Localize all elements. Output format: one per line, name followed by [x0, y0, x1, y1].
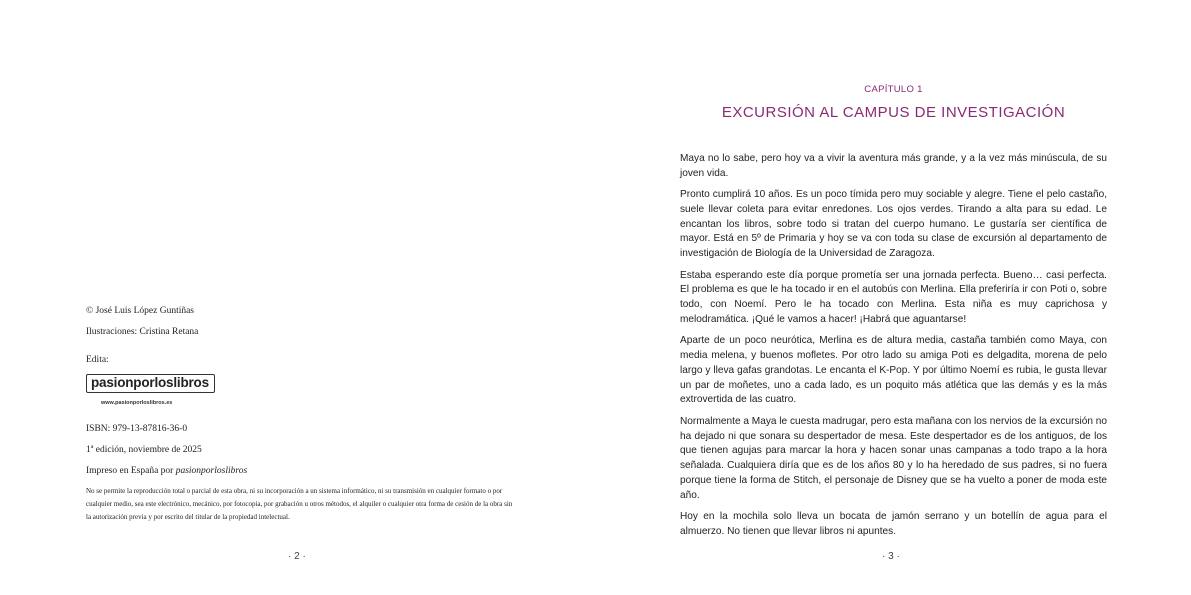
edita-label: Edita: — [86, 355, 109, 365]
chapter-body — [680, 152, 1107, 546]
edition-line: 1ª edición, noviembre de 2025 — [86, 445, 202, 455]
publisher-logo-url: www.pasionporloslibros.es — [101, 400, 173, 406]
right-page — [596, 0, 1191, 595]
paragraph: Hoy en la mochila solo lleva un bocata de jamón serrano y un botellín de agua para el almuerzo. No tienen que llevar libros ni apuntes. — [680, 511, 1107, 537]
publisher-logo — [86, 374, 516, 410]
printed-by: pasionporloslibros — [175, 466, 248, 476]
printed-line — [86, 464, 516, 478]
page-number-right: · 3 · — [882, 551, 900, 562]
paragraph: Maya no lo sabe, pero hoy va a vivir la aventura más grande, y a la vez más minúscula, de su joven vida. — [680, 153, 1107, 179]
printed-prefix: Impreso en España por — [86, 466, 176, 476]
page-number-left: · 2 · — [288, 551, 306, 562]
copyright-line: © José Luis López Guntiñas — [86, 306, 195, 316]
chapter-title: EXCURSIÓN AL CAMPUS DE INVESTIGACIÓN — [721, 104, 1066, 121]
paragraph: Aparte de un poco neurótica, Merlina es de altura media, castaña también como Maya, con media melena, y buenos mofletes. Por otro lado su amiga Poti es delgadita, morena de pelo largo y lleva gafas grandotas. Le encanta el K-Pop. Y por último Noemí es rubia, le gusta llevar un par de moñetes, uno a cada lado, es un poquito más atlética que las demás y es la más extrovertida de las cuatro. — [680, 335, 1107, 406]
paragraph: Estaba esperando este día porque prometía ser una jornada perfecta. Bueno… casi perfecta. El problema es que le ha tocado ir en el autobús con Merlina. Ella preferiría ir con Poti o, sobre todo, con Noemí. Pero le ha tocado con Merlina. Esta niña es muy caprichosa y melodramática. ¡Qué le vamos a hacer! ¡Habrá que aguantarse! — [680, 269, 1107, 325]
isbn-line: ISBN: 979-13-87816-36-0 — [86, 424, 188, 434]
publisher-logo-wordmark: pasionporloslibros — [86, 374, 215, 393]
credits-block — [86, 304, 516, 524]
paragraph: Normalmente a Maya le cuesta madrugar, pero esta mañana con los nervios de la excursión no ha dejado ni que sonara su despertador de mesa. Este despertador es de los antiguos, de los que tienen agujas para marcar la hora y hacen sonar unas campanas a todo trapo a la hora señalada. Cualquiera diría que es de los años 80 y lo ha heredado de sus padres, si no fuera porque tiene la forma de Stitch, el personaje de Disney que se ha vuelto a poner de moda este año. — [680, 415, 1107, 501]
chapter-label: CAPÍTULO 1 — [864, 84, 923, 95]
legal-notice: No se permite la reproducción total o parcial de esta obra, ni su incorporación a un sistema informático, ni su transmisión en cualquier formato o por cualquier medio, sea este electrónico, mecánico, por fotocopia, por grabación u otros métodos, el alquiler o cualquier otra forma de cesión de la obra sin la autorización previa y por escrito del titular de la propiedad intelectual. — [86, 487, 513, 521]
illustrations-line: Ilustraciones: Cristina Retana — [86, 327, 199, 337]
left-page — [0, 0, 595, 595]
paragraph: Pronto cumplirá 10 años. Es un poco tímida pero muy sociable y alegre. Tiene el pelo castaño, suele llevar coleta para evitar enredones. Los ojos verdes. Tirando a alta para su edad. Le encantan los libros, sobre todo si tratan del cuerpo humano. Le gustaría ser científica de mayor. Está en 5º de Primaria y hoy se va con toda su clase de excursión al departamento de investigación de Biología de la Universidad de Zaragoza. — [680, 189, 1107, 260]
